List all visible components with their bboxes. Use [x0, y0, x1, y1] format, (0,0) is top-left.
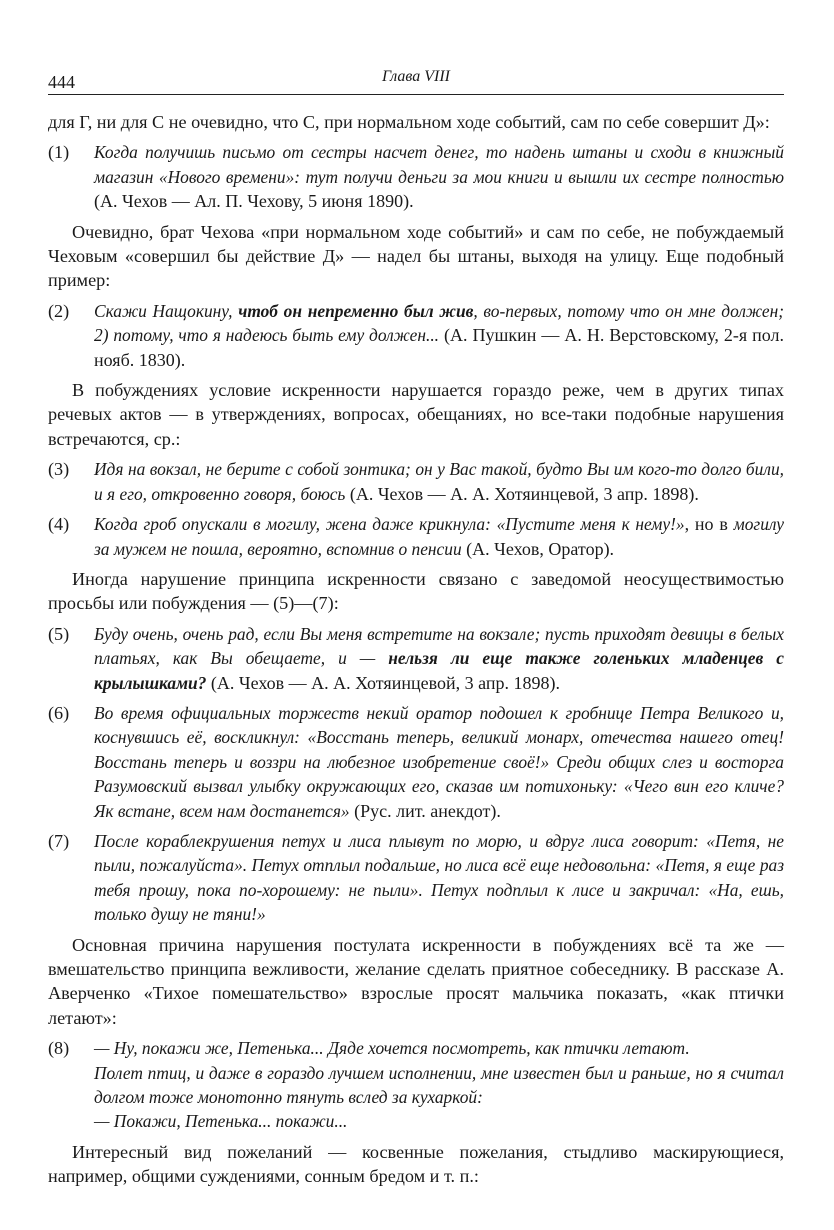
example-number: (3) [48, 459, 70, 480]
paragraph: Иногда нарушение принципа искренности связано с заведомой неосуществимостью просьбы или побуждения — (5)—(7): [48, 568, 784, 614]
example-source: (Рус. лит. анекдот). [349, 800, 501, 821]
example-1 [48, 140, 784, 213]
example-text [94, 701, 784, 823]
example-emphasis: нельзя ли еще также голеньких младенцев с крылышками? [94, 648, 784, 693]
example-8 [48, 1036, 784, 1134]
dialogue-line: Полет птиц, и даже в гораздо лучшем исполнении, мне известен был и раньше, но я считал долгом тоже монотонно тянуть вслед за кухаркой: [94, 1062, 784, 1108]
example-source: (А. Пушкин — А. Н. Верстовскому, 2-я пол. нояб. 1830). [94, 325, 784, 370]
example-quote: Во время официальных торжеств некий оратор подошел к гробнице Петра Великого и, коснувшись её, воскликнул: «Восстань теперь, великий монарх, отечества нашего отец! Восстань теперь и воззри на любезное изобретение своё!» Среди общих слез и восторга Разумовский вызвал улыбку окружающих его, сказав им потихоньку: «Чего вин его кличе? Як встане, всем нам достанется» [94, 702, 784, 821]
example-connector: , но в [684, 514, 734, 535]
example-quote: Когда получишь письмо от сестры насчет денег, то надень штаны и сходи в книжный магазин «Нового времени»: тут получи деньги за мои книги и вышли их сестре полностью [94, 142, 784, 187]
example-quote: Идя на вокзал, не берите с собой зонтика; он у Вас такой, будто Вы им кого-то долго били, и я его, откровенно говоря, боюсь [94, 459, 784, 504]
dialogue-line: — Ну, покажи же, Петенька... Дяде хочется посмотреть, как птички летают. [94, 1038, 690, 1059]
example-quote: Когда гроб опускали в могилу, жена даже крикнула: «Пустите меня к нему!» [94, 514, 685, 535]
header-rule [48, 94, 784, 95]
example-number: (6) [48, 702, 70, 723]
chapter-title: Глава VIII [381, 68, 450, 85]
example-text [94, 140, 784, 213]
example-4 [48, 512, 784, 561]
example-number: (2) [48, 300, 70, 321]
example-quote: , во-первых, потому что он мне должен; 2) потому, что я надеюсь быть ему должен... [94, 300, 785, 346]
example-emphasis: чтоб он непременно был жив [238, 300, 474, 321]
paragraph: для Г, ни для С не очевидно, что С, при нормальном ходе событий, сам по себе совершит Д»: [48, 112, 770, 132]
example-2 [48, 299, 784, 372]
example-quote: Скажи Нащокину, [94, 300, 239, 321]
example-number: (1) [48, 142, 70, 163]
dialogue-line: — Покажи, Петенька... покажи... [94, 1111, 348, 1132]
example-text [94, 512, 784, 561]
paragraph: В побуждениях условие искренности нарушается гораздо реже, чем в других типах речевых актов — в утверждениях, вопросах, обещаниях, но все-таки подобные нарушения встречаются, ср.: [48, 380, 784, 449]
example-source: (А. Чехов — А. А. Хотяинцевой, 3 апр. 1898). [206, 672, 560, 693]
page-number: 444 [48, 72, 75, 92]
example-5 [48, 622, 784, 695]
example-source: (А. Чехов — А. А. Хотяинцевой, 3 апр. 1898). [345, 483, 699, 504]
example-3 [48, 457, 784, 506]
example-number: (5) [48, 623, 70, 644]
example-quote: Буду очень, очень рад, если Вы меня встретите на вокзале; пусть приходят девицы в белых платьях, как Вы обещаете, и — [94, 623, 784, 669]
example-text [94, 622, 784, 695]
example-number: (4) [48, 514, 70, 535]
paragraph: Очевидно, брат Чехова «при нормальном ходе событий» и сам по себе, не побуждаемый Чеховым «совершил бы действие Д» — надел бы штаны, выходя на улицу. Еще подобный пример: [48, 221, 784, 291]
example-quote: могилу за мужем не пошла, вероятно, вспомнив о пенсии [94, 514, 784, 559]
paragraph: Интересный вид пожеланий — косвенные пожелания, стыдливо маскирующиеся, например, общими суждениями, сонным бредом и т. п.: [48, 1141, 784, 1187]
page-body [48, 110, 784, 1195]
example-source: (А. Чехов, Оратор). [461, 538, 615, 559]
book-page [48, 62, 785, 1187]
example-text [94, 299, 784, 372]
running-header [48, 62, 784, 92]
example-source: (А. Чехов — Ал. П. Чехову, 5 июня 1890). [94, 191, 414, 212]
example-7 [48, 829, 784, 927]
example-number: (7) [48, 830, 70, 851]
example-text [94, 1036, 784, 1134]
paragraph: Основная причина нарушения постулата искренности в побуждениях всё та же — вмешательство принципа вежливости, желание сделать приятное собеседнику. В рассказе А. Аверченко «Тихое помешательство» взрослые просят мальчика показать, «как птички летают»: [48, 934, 784, 1028]
example-6 [48, 701, 784, 823]
example-number: (8) [48, 1038, 70, 1059]
example-text: После кораблекрушения петух и лиса плывут по морю, и вдруг лиса говорит: «Петя, не пыли, пожалуйста». Петух отплыл подальше, но лиса всё еще недовольна: «Петя, я еще раз тебя прошу, пока по-хорошему: не пыли». Петух подплыл к лисе и закричал: «На, ешь, только душу не тяни!» [94, 830, 784, 925]
example-text [94, 457, 784, 506]
